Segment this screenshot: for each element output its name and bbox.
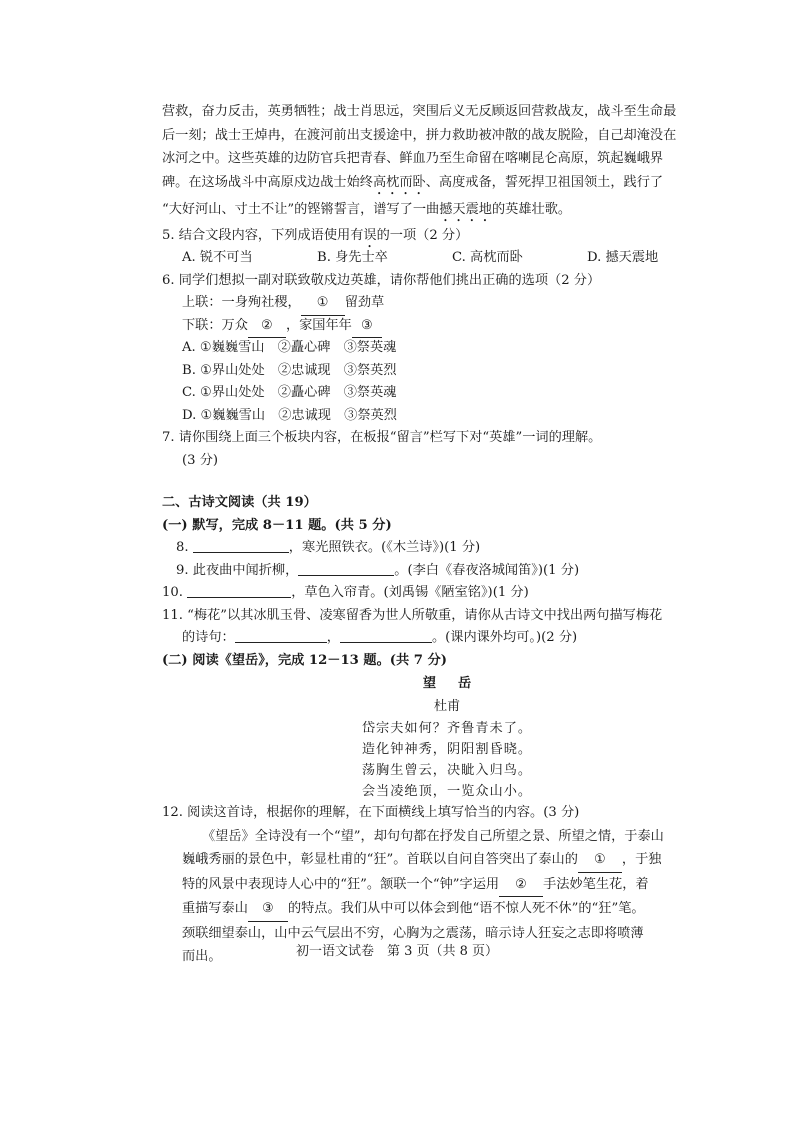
dotted-idiom: 撼天震地 (439, 201, 492, 217)
couplet-lower: 下联：万众 ② ，家国年年 ③ (162, 315, 732, 338)
question-7-score: (3 分) (182, 452, 219, 468)
option-b[interactable]: B. ①界山处处 ②忠诚现 ③祭英烈 (182, 362, 397, 378)
poem-line: 造化钟神秀，阴阳割昏晓。 (361, 742, 533, 757)
passage-line: “大好河山、寸土不让”的铿锵誓言，谱写了一曲撼天震地的英雄壮歌。 (162, 201, 572, 217)
poem-line: 荡胸生曾云，决眦入归鸟。 (361, 763, 533, 778)
blank-3[interactable]: ③ (248, 897, 288, 922)
part-title: (一) 默写，完成 8－11 题。(共 5 分) (162, 517, 392, 533)
page-content (162, 100, 732, 969)
answer-blank[interactable] (193, 539, 289, 553)
answer-blank[interactable] (340, 629, 432, 643)
option-b[interactable]: B. 身先士卒 (317, 250, 388, 265)
couplet-upper: 上联：一身殉社稷， ① 留劲草 (162, 292, 732, 315)
option-c[interactable]: C. 高枕而卧 (452, 250, 523, 265)
option-d[interactable]: D. ①巍巍雪山 ②忠诚现 ③祭英烈 (182, 407, 397, 423)
passage-line: 冰河之中。这些英雄的边防官兵把青春、鲜血乃至生命留在喀喇昆仑高原，筑起巍峨界 (162, 151, 664, 166)
poem-line: 会当凌绝顶，一览众山小。 (361, 784, 533, 799)
answer-blank[interactable] (187, 584, 291, 598)
option-d[interactable]: D. 撼天震地 (587, 250, 659, 265)
q12-line: 《望岳》全诗没有一个“望”，却句句都在抒发自己所望之景、所望之情，于泰山 (202, 828, 664, 844)
emphasis-char: 误 (363, 227, 377, 243)
poem-title: 望岳 (422, 676, 494, 691)
dotted-idiom: 高枕而卧 (373, 174, 426, 190)
question-8: 8. ，寒光照铁衣。(《木兰诗》)(1 分) (176, 540, 481, 555)
page-footer: 初一语文试卷 第 3 页（共 8 页） (295, 944, 499, 959)
poem-author: 杜甫 (433, 699, 461, 714)
answer-blank[interactable] (235, 629, 327, 643)
question-7-stem: 7. 请你围绕上面三个板块内容，在板报“留言”栏写下对“英雄”一词的理解。 (162, 430, 602, 445)
question-6-stem: 6. 同学们想拟一副对联致敬戍边英雄，请你帮他们挑出正确的选项（2 分） (162, 272, 601, 288)
question-10: 10. ，草色入帘青。(刘禹锡《陋室铭》)(1 分) (162, 585, 529, 600)
q12-line: 特的风景中表现诗人心中的“狂”。颔联一个“钟”字运用 ② 手法妙笔生花，着 (162, 873, 732, 898)
question-5-stem: 5. 结合文段内容，下列成语使用有误的一项（2 分） (162, 227, 469, 243)
option-c[interactable]: C. ①界山处处 ②矗心碑 ③祭英魂 (182, 385, 397, 400)
blank-3[interactable]: ③ (352, 315, 382, 339)
option-a[interactable]: A. 锐不可当 (182, 250, 253, 265)
question-11: 11. “梅花”以其冰肌玉骨、凌寒留香为世人所敬重，请你从古诗文中找出两句描写梅花 (162, 607, 663, 623)
passage-line: 碑。在这场战斗中高原戍边战士始终高枕而卧、高度戒备，誓死捍卫祖国领土，践行了 (162, 174, 664, 190)
question-12-stem: 12. 阅读这首诗，根据你的理解，在下面横线上填写恰当的内容。(3 分) (162, 805, 580, 820)
q12-line: 颈联细望泰山，山中云气层出不穷，心胸为之震荡，暗示诗人狂妄之志即将喷薄 (182, 925, 644, 941)
question-5-options (162, 247, 732, 270)
blank-1[interactable]: ① (301, 292, 345, 316)
q12-line: 重描写泰山 ③ 的特点。我们从中可以体会到他“语不惊人死不休”的“狂”笔。 (162, 897, 732, 922)
answer-blank[interactable] (298, 562, 394, 576)
q12-line: 巍峨秀丽的景色中，彰显杜甫的“狂”。首联以自问自答突出了泰山的 ① ，于独 (162, 848, 732, 873)
question-11-answer: 的诗句： ， 。(课内课外均可。)(2 分) (182, 630, 578, 645)
blank-2[interactable]: ② (499, 873, 543, 898)
reading-passage (162, 100, 732, 225)
part-title: (二) 阅读《望岳》，完成 12－13 题。(共 7 分) (162, 652, 448, 668)
passage-line: 营救，奋力反击，英勇牺牲；战士肖思远，突围后义无反顾返回营救战友，战斗至生命最 (162, 104, 677, 119)
q12-line: 而出。 (182, 949, 222, 964)
blank-1[interactable]: ① (578, 848, 622, 873)
poem-line: 岱宗夫如何？齐鲁青未了。 (361, 721, 533, 736)
passage-line: 后一刻；战士王焯冉，在渡河前出支援途中，拼力救助被冲散的战友脱险，自己却淹没在 (162, 127, 677, 143)
option-a[interactable]: A. ①巍巍雪山 ②矗心碑 ③祭英魂 (182, 340, 397, 355)
section-title: 二、古诗文阅读（共 19） (162, 495, 317, 510)
question-9: 9. 此夜曲中闻折柳， 。(李白《春夜洛城闻笛》)(1 分) (176, 562, 580, 578)
blank-2[interactable]: ② (248, 315, 286, 339)
